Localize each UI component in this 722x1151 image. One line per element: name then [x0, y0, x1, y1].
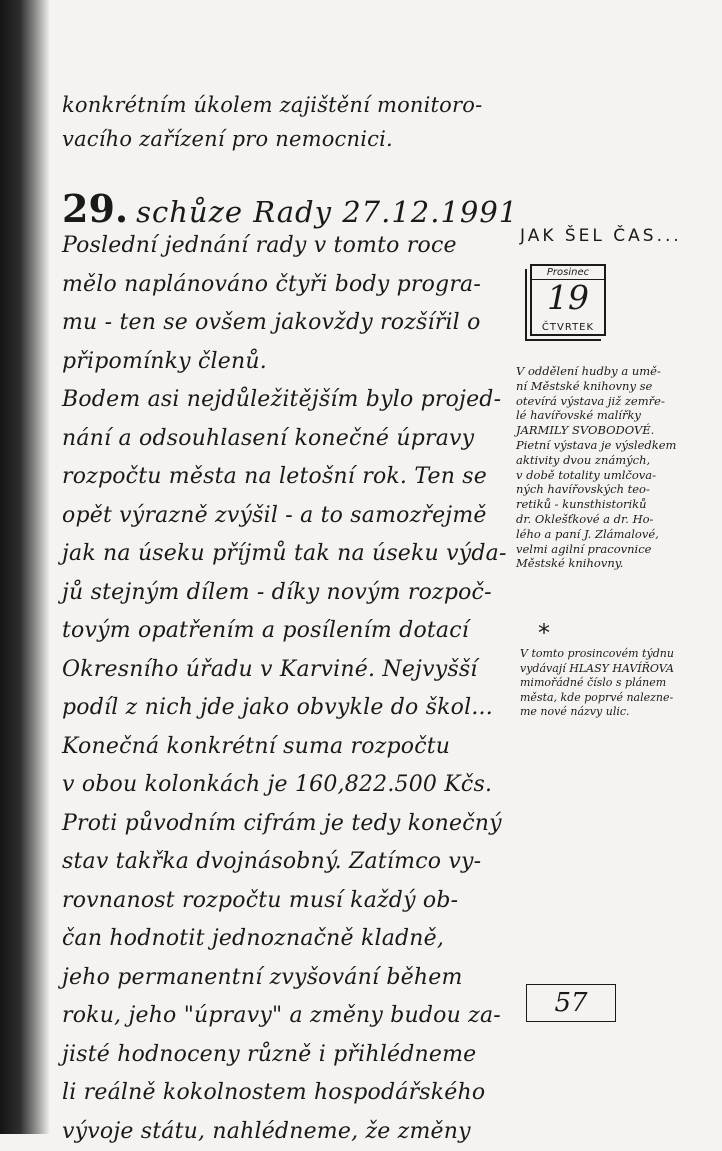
sidebar-line: retiků - kunsthistoriků [516, 497, 712, 512]
sidebar-note-line: me nové názvy ulic. [520, 705, 712, 720]
body-line: připomínky členů. [62, 343, 512, 382]
body-line: jů stejným dílem - díky novým rozpoč- [62, 574, 512, 613]
sidebar-line: Pietní výstava je výsledkem [516, 438, 712, 453]
sidebar-line: lého a paní J. Zlámalové, [516, 527, 712, 542]
body-line: vývoje státu, nahlédneme, že změny [62, 1113, 512, 1151]
body-line: jak na úseku příjmů tak na úseku výda- [62, 535, 512, 574]
sidebar-column [512, 226, 712, 720]
main-column [62, 88, 512, 1151]
calendar-weekday: ČTVRTEK [532, 322, 604, 333]
body-line: rozpočtu města na letošní rok. Ten se [62, 458, 512, 497]
sidebar-line: lé havířovské malířky [516, 408, 712, 423]
sidebar-line: dr. Oklešťkové a dr. Ho- [516, 512, 712, 527]
page-gutter-shadow [0, 0, 50, 1134]
calendar-month: Prosinec [532, 266, 604, 280]
body-line: v obou kolonkách je 160,822.500 Kčs. [62, 766, 512, 805]
body-line: tovým opatřením a posílením dotací [62, 612, 512, 651]
sidebar-line: v době totality umlčova- [516, 468, 712, 483]
body-line: Proti původním cifrám je tedy konečný [62, 805, 512, 844]
body-line: opět výrazně zvýšil - a to samozřejmě [62, 497, 512, 536]
body-line: jeho permanentní zvyšování během [62, 959, 512, 998]
sidebar-note-line: vydávají HLASY HAVÍŘOVA [520, 662, 712, 677]
body-line: jisté hodnoceny různě i přihlédneme [62, 1036, 512, 1075]
sidebar-line: otevírá výstava již zemře- [516, 394, 712, 409]
asterisk-separator: * [538, 621, 712, 645]
sidebar-note-line: města, kde poprvé nalezne- [520, 691, 712, 706]
sidebar-note-line: V tomto prosincovém týdnu [520, 647, 712, 662]
page-number: 57 [526, 984, 616, 1022]
sidebar-line: ných havířovských teo- [516, 482, 712, 497]
sidebar-line: V oddělení hudby a umě- [516, 364, 712, 379]
body-line: Bodem asi nejdůležitějším bylo projed- [62, 381, 512, 420]
body-line: Okresního úřadu v Karviné. Nejvyšší [62, 651, 512, 690]
calendar-icon [530, 264, 606, 336]
sidebar-exhibition-note [516, 364, 712, 571]
intro-line: vacího zařízení pro nemocnici. [62, 122, 512, 156]
body-line: mu - ten se ovšem jakovždy rozšířil o [62, 304, 512, 343]
meeting-heading [62, 186, 512, 231]
body-line: Poslední jednání rady v tomto roce [62, 227, 512, 266]
body-line: roku, jeho "úpravy" a změny budou za- [62, 997, 512, 1036]
meeting-number: 29. [62, 186, 128, 231]
sidebar-note-line: mimořádné číslo s plánem [520, 676, 712, 691]
sidebar-line: aktivity dvou známých, [516, 453, 712, 468]
body-line: mělo naplánováno čtyři body progra- [62, 266, 512, 305]
body-line: nání a odsouhlasení konečné úpravy [62, 420, 512, 459]
meeting-body [62, 227, 512, 1151]
body-line: rovnanost rozpočtu musí každý ob- [62, 882, 512, 921]
sidebar-line: velmi agilní pracovnice [516, 542, 712, 557]
meeting-title: schůze Rady 27.12.1991 [136, 195, 518, 229]
body-line: čan hodnotit jednoznačně kladně, [62, 920, 512, 959]
body-line: Konečná konkrétní suma rozpočtu [62, 728, 512, 767]
body-line: podíl z nich jde jako obvykle do škol... [62, 689, 512, 728]
sidebar-line: Městské knihovny. [516, 556, 712, 571]
intro-line: konkrétním úkolem zajištění monitoro- [62, 88, 512, 122]
body-line: stav takřka dvojnásobný. Zatímco vy- [62, 843, 512, 882]
sidebar-line: ní Městské knihovny se [516, 379, 712, 394]
sidebar-newspaper-note [520, 647, 712, 720]
sidebar-line: JARMILY SVOBODOVÉ. [516, 423, 712, 438]
intro-paragraph [62, 88, 512, 156]
body-line: li reálně kokolnostem hospodářského [62, 1074, 512, 1113]
calendar-day: 19 [532, 280, 604, 316]
sidebar-title: JAK ŠEL ČAS... [520, 226, 712, 246]
